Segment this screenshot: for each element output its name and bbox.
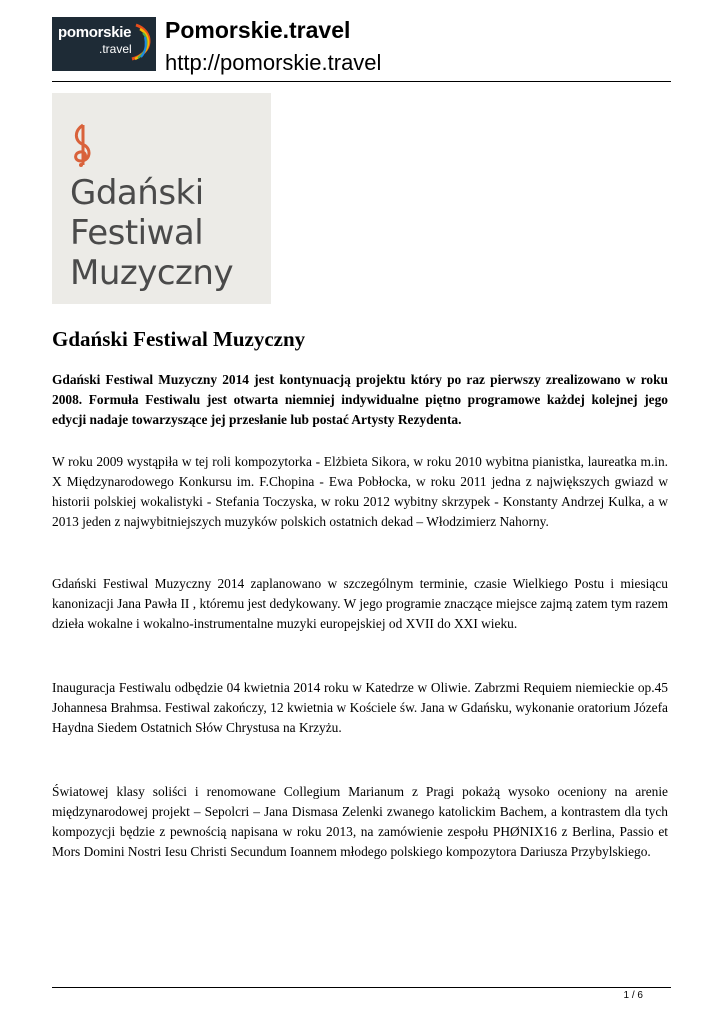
article-body [52,370,668,862]
page-title: Gdański Festiwal Muzyczny [52,327,306,351]
festival-logo-line: Gdański [70,173,204,213]
festival-logo-line: Muzyczny [70,253,234,293]
festival-logo-text [70,173,233,293]
footer-divider [52,987,671,988]
logo-swirl-icon [128,23,154,63]
site-logo[interactable] [52,17,156,71]
site-title: Pomorskie.travel [165,17,351,43]
festival-logo-line: Festiwal [70,213,204,253]
body-paragraph: Światowej klasy soliści i renomowane Collegium Marianum z Pragi pokażą wysoko oceniony na arenie międzynarodowej projekt – Sepolcri – Jana Dismasa Zelenki zwanego katolickim Bachem, a kontrastem dla tych kompozycji będzie z pewnością napisana w roku 2013, na zamówienie zespołu PHØNIX16 z Berlina, Passio et Mors Domini Nostri Iesu Christi Secundum Ioannem młodego polskiego kompozytora Dariusza Przybylskiego. [52,784,668,859]
header-divider [52,81,671,82]
body-paragraph: W roku 2009 wystąpiła w tej roli kompozytorka - Elżbieta Sikora, w roku 2010 wybitna pianistka, laureatka m.in. X Międzynarodowego Konkursu im. F.Chopina - Ewa Pobłocka, w roku 2011 jedna z największych gwiazd w historii polskiej wokalistyki - Stefania Toczyska, w roku 2012 wybitny skrzypek - Konstanty Andrzej Kulka, a w 2013 jeden z najwybitniejszych muzyków polskich ostatnich dekad – Włodzimierz Nahorny. [52,454,668,529]
page-number: 1 / 6 [623,990,643,1001]
logo-subtext: .travel [99,42,132,56]
site-url-link[interactable]: http://pomorskie.travel [165,50,382,75]
festival-logo-image [52,93,271,304]
logo-wordmark: pomorskie [58,24,132,41]
body-paragraph: Gdański Festiwal Muzyczny 2014 zaplanowano w szczególnym terminie, czasie Wielkiego Postu i miesiącu kanonizacji Jana Pawła II , któremu jest dedykowany. W jego programie znaczące miejsce zajmą zatem tym razem dzieła wokalne i wokalno-instrumentalne muzyki europejskiej od XVII do XXI wieku. [52,576,668,631]
lead-paragraph: Gdański Festiwal Muzyczny 2014 jest kontynuacją projektu który po raz pierwszy zrealizowano w roku 2008. Formuła Festiwalu jest otwarta niemniej indywidualne piętno programowe każdej kolejnej jego edycji nadaje towarzyszące jej przesłanie lub postać Artysty Rezydenta. [52,372,668,427]
treble-clef-icon [70,123,96,167]
body-paragraph: Inauguracja Festiwalu odbędzie 04 kwietnia 2014 roku w Katedrze w Oliwie. Zabrzmi Requiem niemieckie op.45 Johannesa Brahmsa. Festiwal zakończy, 12 kwietnia w Kościele św. Jana w Gdańsku, wykonanie oratorium Józefa Haydna Siedem Ostatnich Słów Chrystusa na Krzyżu. [52,680,668,735]
